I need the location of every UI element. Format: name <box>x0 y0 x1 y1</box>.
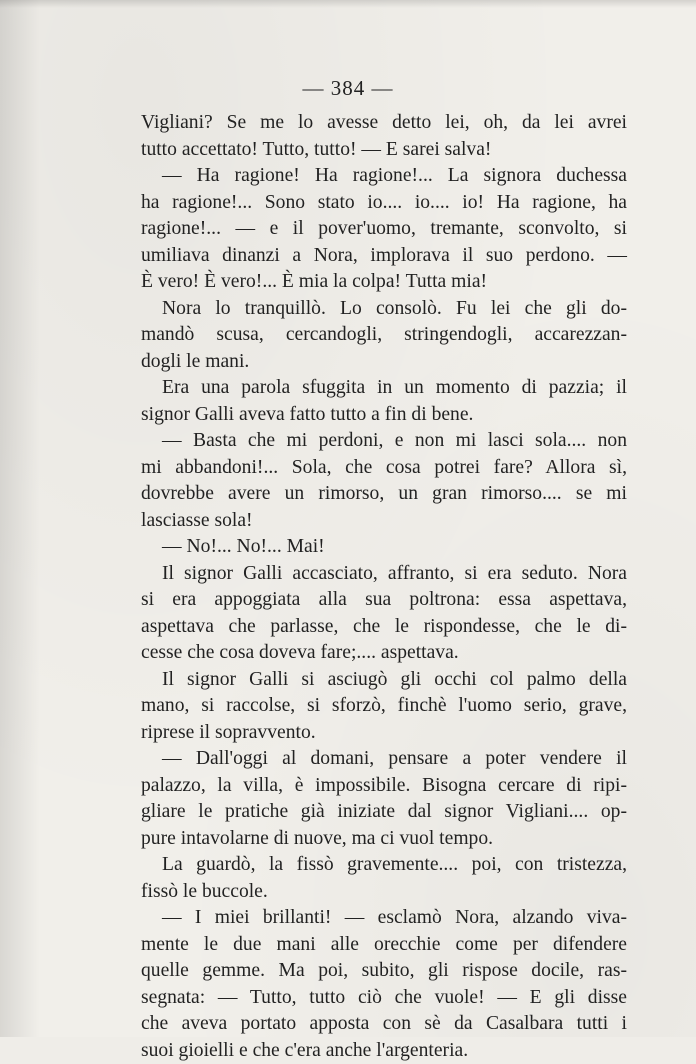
text-line: Era una parola sfuggita in un momento di pazzia; il <box>141 375 627 402</box>
text-line: ha ragione!... Sono stato io.... io.... io! Ha ragione, ha <box>141 190 627 217</box>
text-line: dogli le mani. <box>141 349 627 376</box>
text-line: mi abbandoni!... Sola, che cosa potrei fare? Allora sì, <box>141 455 627 482</box>
text-line: Il signor Galli accasciato, affranto, si era seduto. Nora <box>141 561 627 588</box>
text-line: segnata: — Tutto, tutto ciò che vuole! — E gli disse <box>141 985 627 1012</box>
text-line: Il signor Galli si asciugò gli occhi col palmo della <box>141 667 627 694</box>
text-line: riprese il sopravvento. <box>141 720 627 747</box>
text-line: mandò scusa, cercandogli, stringendogli, accarezzan- <box>141 322 627 349</box>
text-line: La guardò, la fissò gravemente.... poi, con tristezza, <box>141 852 627 879</box>
text-line: tutto accettato! Tutto, tutto! — E sarei salva! <box>141 137 627 164</box>
page-shadow-top <box>0 0 696 8</box>
page-shadow-left <box>0 0 40 1037</box>
text-line: si era appoggiata alla sua poltrona: essa aspettava, <box>141 587 627 614</box>
text-line: cesse che cosa doveva fare;.... aspettava. <box>141 640 627 667</box>
text-line: — Dall'oggi al domani, pensare a poter vendere il <box>141 746 627 773</box>
text-line: — No!... No!... Mai! <box>141 534 627 561</box>
text-line: fissò le buccole. <box>141 879 627 906</box>
text-line: dovrebbe avere un rimorso, un gran rimorso.... se mi <box>141 481 627 508</box>
text-line: umiliava dinanzi a Nora, implorava il suo perdono. — <box>141 243 627 270</box>
text-line: mano, si raccolse, si sforzò, finchè l'uomo serio, grave, <box>141 693 627 720</box>
text-line: signor Galli aveva fatto tutto a fin di bene. <box>141 402 627 429</box>
text-line: suoi gioielli e che c'era anche l'argenteria. <box>141 1038 627 1064</box>
text-line: Vigliani? Se me lo avesse detto lei, oh, da lei avrei <box>141 110 627 137</box>
text-line: ragione!... — e il pover'uomo, tremante, sconvolto, si <box>141 216 627 243</box>
text-line: aspettava che parlasse, che le rispondesse, che le di- <box>141 614 627 641</box>
text-line: Nora lo tranquillò. Lo consolò. Fu lei che gli do- <box>141 296 627 323</box>
text-line: — I miei brillanti! — esclamò Nora, alzando viva- <box>141 905 627 932</box>
text-line: — Ha ragione! Ha ragione!... La signora duchessa <box>141 163 627 190</box>
page-number: — 384 — <box>0 76 696 101</box>
text-line: che aveva portato apposta con sè da Casalbara tutti i <box>141 1011 627 1038</box>
text-line: gliare le pratiche già iniziate dal signor Vigliani.... op- <box>141 799 627 826</box>
text-line: quelle gemme. Ma poi, subito, gli rispose docile, ras- <box>141 958 627 985</box>
text-line: palazzo, la villa, è impossibile. Bisogna cercare di ripi- <box>141 773 627 800</box>
text-line: È vero! È vero!... È mia la colpa! Tutta mia! <box>141 269 627 296</box>
text-line: — Basta che mi perdoni, e non mi lasci sola.... non <box>141 428 627 455</box>
body-text <box>141 110 627 1064</box>
text-line: mente le due mani alle orecchie come per difendere <box>141 932 627 959</box>
text-line: lasciasse sola! <box>141 508 627 535</box>
text-line: pure intavolarne di nuove, ma ci vuol tempo. <box>141 826 627 853</box>
